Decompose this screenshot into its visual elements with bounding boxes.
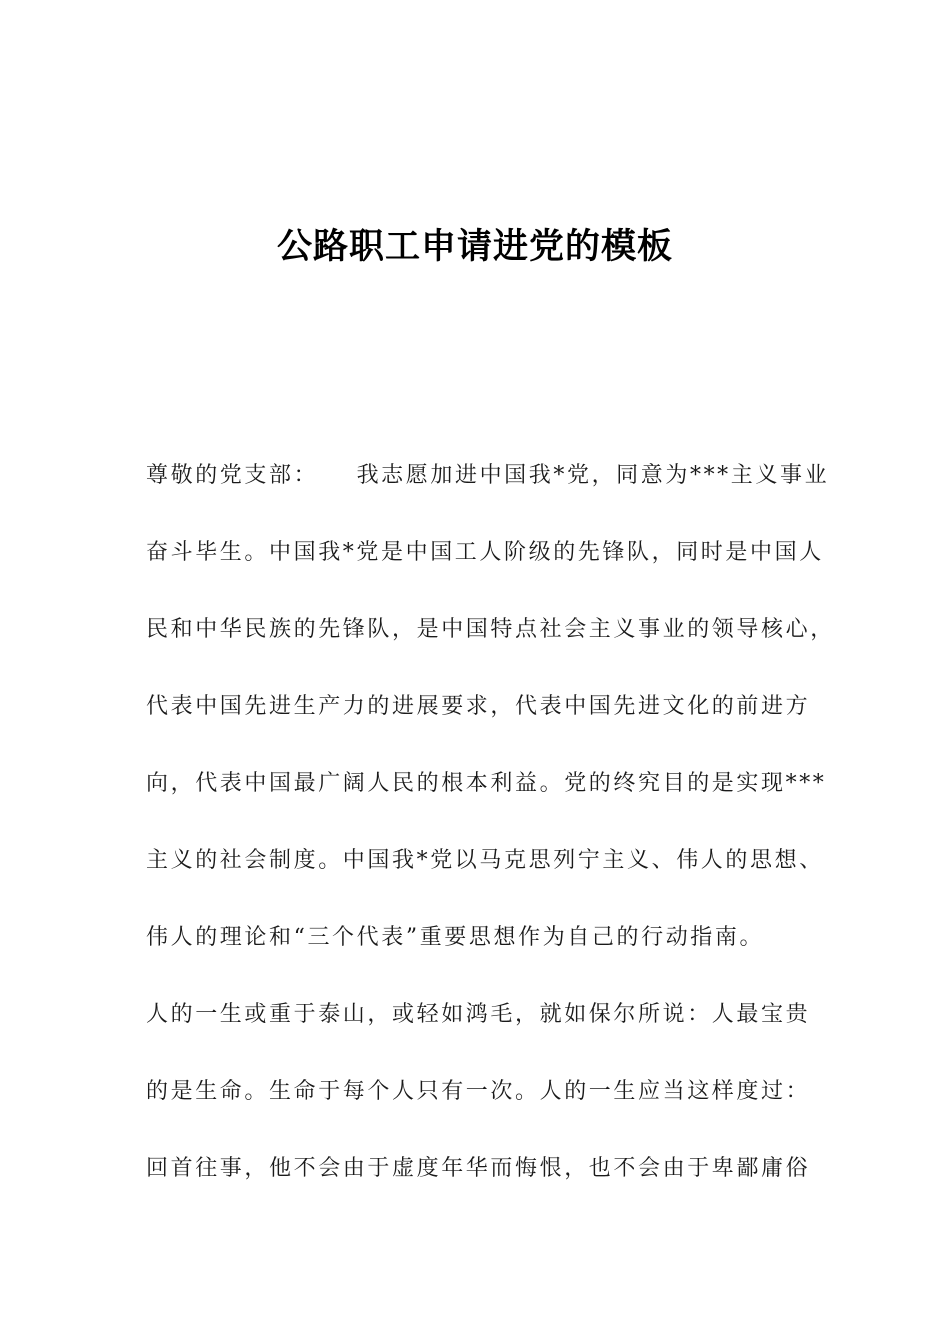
body-line: 奋斗毕生。中国我*党是中国工人阶级的先锋队，同时是中国人 — [146, 540, 824, 565]
body-line: 人的一生或重于泰山，或轻如鸿毛，就如保尔所说：人最宝贵 — [146, 1002, 811, 1027]
body-line: 向，代表中国最广阔人民的根本利益。党的终究目的是实现*** — [146, 771, 827, 796]
body-line: 主义的社会制度。中国我*党以马克思列宁主义、伟人的思想、 — [146, 848, 824, 873]
body-line: 尊敬的党支部： 我志愿加进中国我*党，同意为***主义事业 — [146, 463, 830, 488]
document-title: 公路职工申请进党的模板 — [276, 227, 673, 267]
document-body — [146, 454, 835, 1224]
body-line: 伟人的理论和“三个代表”重要思想作为自己的行动指南。 — [146, 925, 765, 950]
body-line: 的是生命。生命于每个人只有一次。人的一生应当这样度过： — [146, 1079, 811, 1104]
body-line: 民和中华民族的先锋队，是中国特点社会主义事业的领导核心， — [146, 617, 835, 642]
body-line: 代表中国先进生产力的进展要求，代表中国先进文化的前进方 — [146, 694, 811, 719]
body-line: 回首往事，他不会由于虚度年华而悔恨，也不会由于卑鄙庸俗 — [146, 1156, 811, 1181]
